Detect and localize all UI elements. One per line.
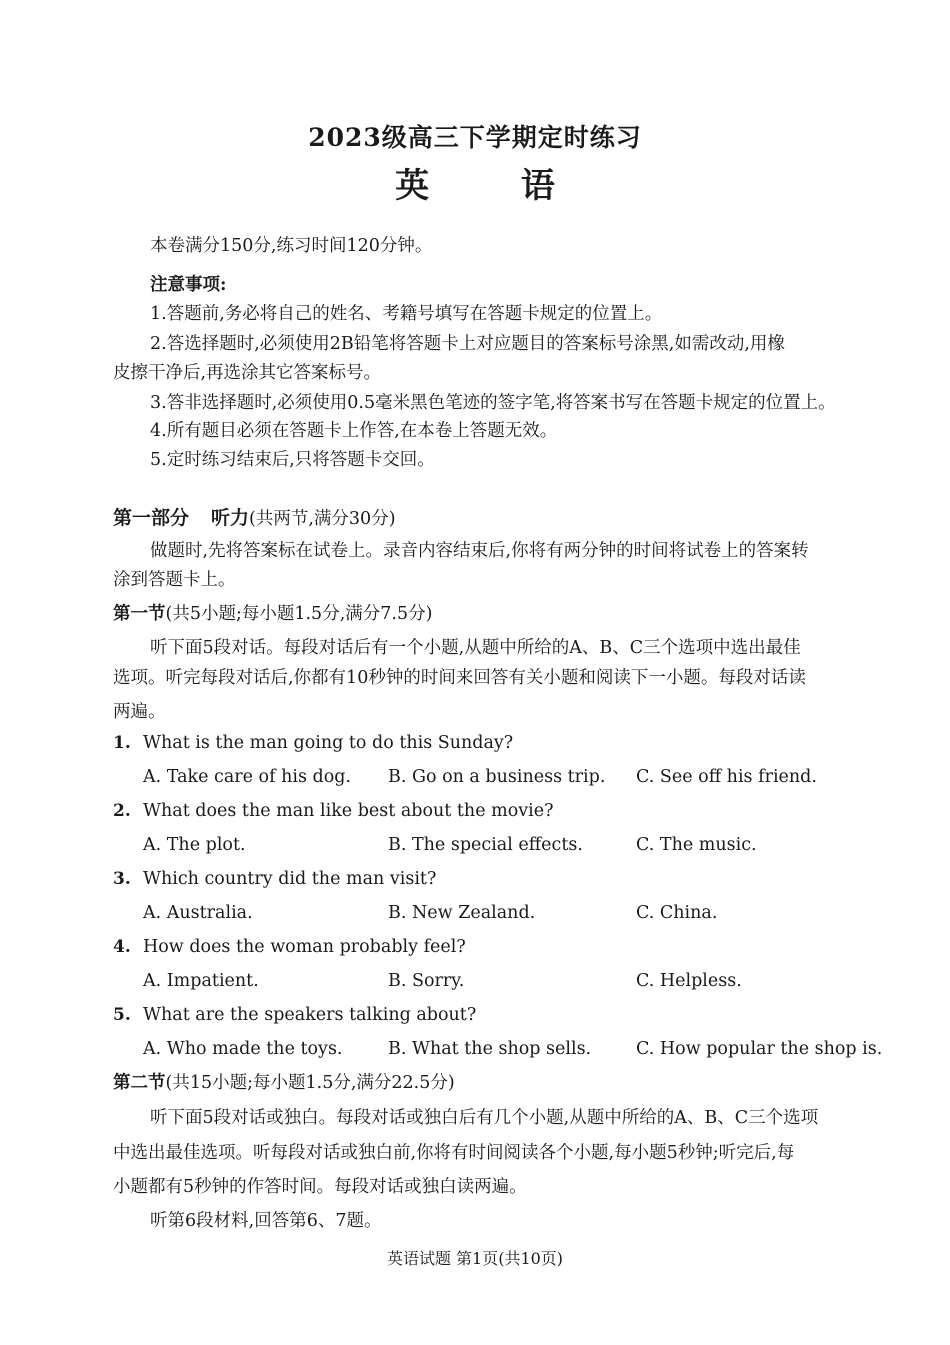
option-b: B. Go on a business trip. (388, 767, 606, 787)
section2-heading (113, 1071, 455, 1095)
option-a: A. The plot. (143, 835, 246, 855)
material-note: 听第6段材料,回答第6、7题。 (150, 1211, 382, 1231)
note-item: 4.所有题目必须在答题卡上作答,在本卷上答题无效。 (150, 421, 558, 441)
option-a: A. Who made the toys. (143, 1039, 343, 1059)
part1-instruction: 做题时,先将答案标在试卷上。录音内容结束后,你将有两分钟的时间将试卷上的答案转 (150, 541, 809, 561)
question-number: 5. (113, 1005, 131, 1025)
intro-text: 本卷满分150分,练习时间120分钟。 (150, 236, 433, 256)
question-number: 2. (113, 801, 131, 821)
part1-instruction: 涂到答题卡上。 (113, 570, 236, 590)
question-number: 3. (113, 869, 131, 889)
section2-instruction: 小题都有5秒钟的作答时间。每段对话或独白读两遍。 (113, 1177, 527, 1197)
part1-heading-main: 第一部分 (113, 507, 190, 529)
option-b: B. New Zealand. (388, 903, 536, 923)
question-text: Which country did the man visit? (143, 869, 437, 889)
section1-heading (113, 602, 432, 626)
section1-instruction: 选项。听完每段对话后,你都有10秒钟的时间来回答有关小题和阅读下一小题。每段对话读 (113, 668, 806, 688)
option-a: A. Impatient. (143, 971, 259, 991)
page-footer: 英语试题 第1页(共10页) (386, 1249, 564, 1268)
question-text: What does the man like best about the movie? (143, 801, 554, 821)
subject-title: 英 语 (395, 166, 595, 206)
exam-title: 2023级高三下学期定时练习 (308, 123, 642, 152)
section2-heading-label: 第二节 (113, 1073, 166, 1093)
option-b: B. Sorry. (388, 971, 465, 991)
option-c: C. The music. (636, 835, 757, 855)
question-text: What is the man going to do this Sunday? (143, 733, 514, 753)
question-number: 4. (113, 937, 131, 957)
question-text: How does the woman probably feel? (143, 937, 466, 957)
section2-heading-note: (共15小题;每小题1.5分,满分22.5分) (165, 1073, 455, 1093)
section1-heading-note: (共5小题;每小题1.5分,满分7.5分) (165, 604, 433, 624)
section2-instruction: 中选出最佳选项。听每段对话或独白前,你将有时间阅读各个小题,每小题5秒钟;听完后,每 (113, 1143, 795, 1163)
note-item: 2.答选择题时,必须使用2B铅笔将答题卡上对应题目的答案标号涂黑,如需改动,用橡 (150, 334, 785, 354)
section1-instruction: 听下面5段对话。每段对话后有一个小题,从题中所给的A、B、C三个选项中选出最佳 (150, 638, 801, 658)
option-c: C. Helpless. (636, 971, 742, 991)
part1-heading-sub: 听力 (211, 507, 250, 529)
section2-instruction: 听下面5段对话或独白。每段对话或独白后有几个小题,从题中所给的A、B、C三个选项 (150, 1108, 819, 1128)
section1-instruction: 两遍。 (113, 702, 166, 722)
option-c: C. How popular the shop is. (636, 1039, 883, 1059)
note-item-continued: 皮擦干净后,再选涂其它答案标号。 (113, 363, 382, 383)
option-b: B. The special effects. (388, 835, 583, 855)
option-a: A. Australia. (143, 903, 253, 923)
notes-heading: 注意事项: (150, 275, 227, 295)
part1-heading (113, 506, 396, 531)
option-c: C. China. (636, 903, 718, 923)
note-item: 5.定时练习结束后,只将答题卡交回。 (150, 450, 435, 470)
option-c: C. See off his friend. (636, 767, 817, 787)
question-text: What are the speakers talking about? (143, 1005, 477, 1025)
section1-heading-label: 第一节 (113, 604, 166, 624)
note-item: 1.答题前,务必将自己的姓名、考籍号填写在答题卡规定的位置上。 (150, 304, 663, 324)
option-b: B. What the shop sells. (388, 1039, 592, 1059)
part1-heading-note: (共两节,满分30分) (249, 509, 396, 529)
note-item: 3.答非选择题时,必须使用0.5毫米黑色笔迹的签字笔,将答案书写在答题卡规定的位置上。 (150, 393, 836, 413)
option-a: A. Take care of his dog. (143, 767, 352, 787)
question-number: 1. (113, 733, 131, 753)
